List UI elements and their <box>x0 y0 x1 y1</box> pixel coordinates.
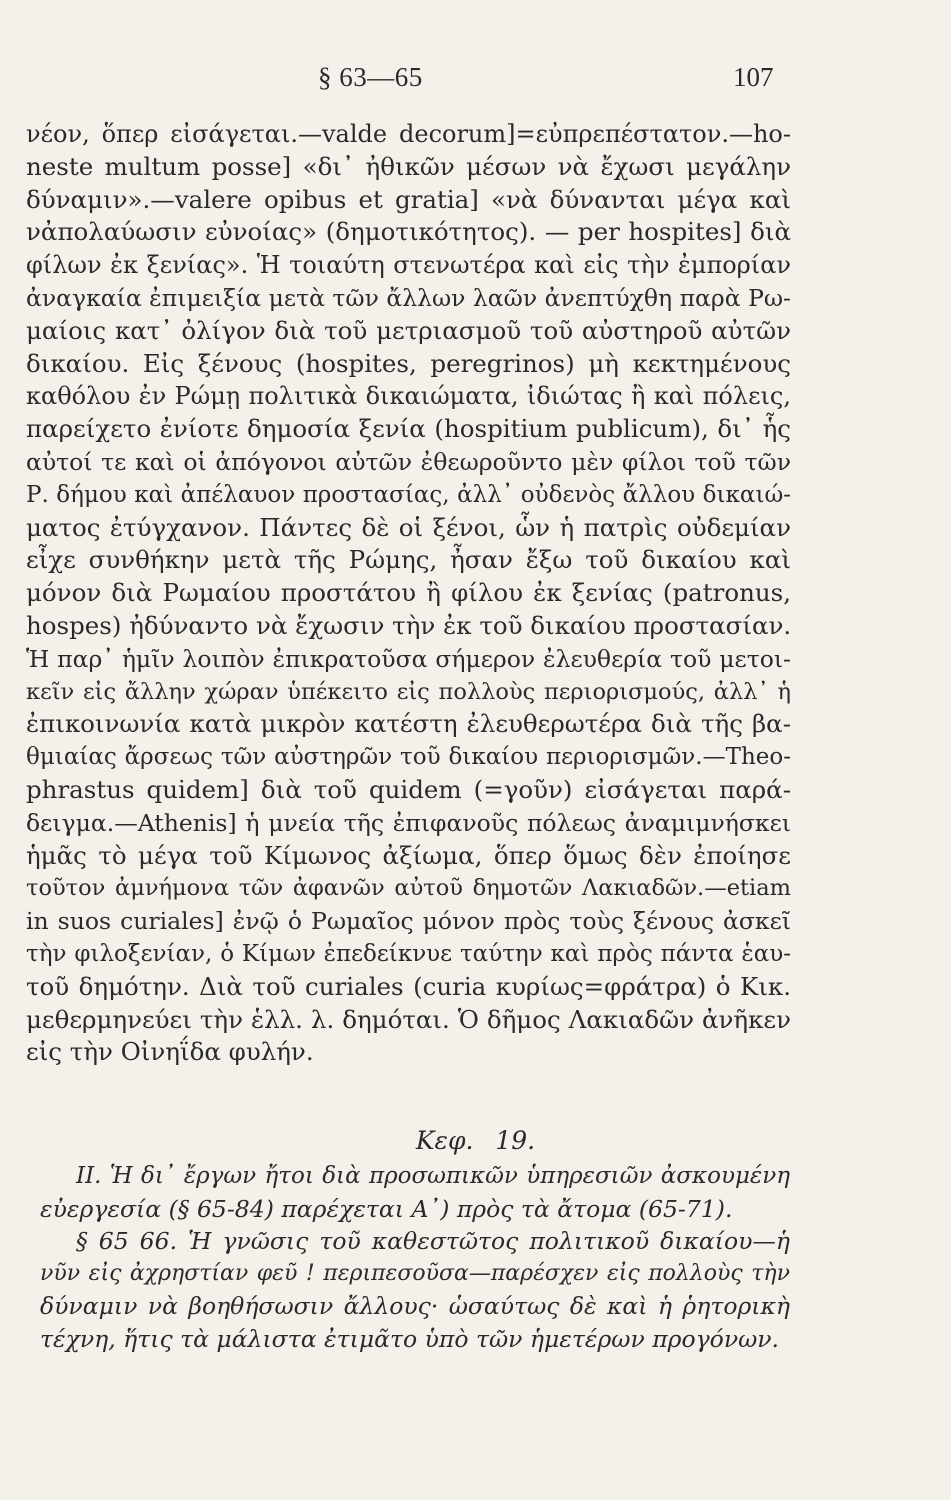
italic-line: δύναμιν νὰ βοηθήσωσιν ἄλλους· ὡσαύτως δὲ καὶ ἡ ῥητορικὴ <box>40 1292 790 1320</box>
text-line: εἶχε συνθήκην μετὰ τῆς Ρώμης, ἦσαν ἔξω τοῦ δικαίου καὶ <box>26 545 791 575</box>
page-header <box>0 62 951 98</box>
text-line: δικαίου. Εἰς ξένους (hospites, peregrinos) μὴ κεκτημένους <box>26 348 791 378</box>
text-line: Ἡ παρ᾽ ἡμῖν λοιπὸν ἐπικρατοῦσα σήμερον ἐλευθερία τοῦ μετοι- <box>26 644 791 673</box>
text-line: phrastus quidem] διὰ τοῦ quidem (=γοῦν) εἰσάγεται παρά- <box>26 774 791 804</box>
italic-line: εὐεργεσία (§ 65-84) παρέχεται Α᾽) πρὸς τὰ ἄτομα (65-71). <box>40 1194 733 1223</box>
text-line: τὴν φιλοξενίαν, ὁ Κίμων ἐπεδείκνυε ταύτην καὶ πρὸς πάντα ἑαυ- <box>26 940 791 967</box>
text-line: νἀπολαύωσιν εὐνοίας» (δημοτικότητος). — per hospites] διὰ <box>26 217 791 247</box>
chapter-heading <box>0 1126 951 1155</box>
text-line: δύναμιν».—valere opibus et gratia] «νὰ δύνανται μέγα καὶ <box>26 184 791 214</box>
text-line: ἡμᾶς τὸ μέγα τοῦ Κίμωνος ἀξίωμα, ὅπερ ὅμως δὲν ἐποίησε <box>26 840 791 870</box>
text-line: νέον, ὅπερ εἰσάγεται.—valde decorum]=εὐπρεπέστατον.—ho- <box>26 120 791 148</box>
main-text-excerpt <box>40 1160 790 1355</box>
text-line: αὐτοί τε καὶ οἱ ἀπόγονοι αὐτῶν ἐθεωροῦντο μὲν φίλοι τοῦ τῶν <box>26 447 791 476</box>
text-line: μεθερμηνεύει τὴν ἑλλ. λ. δημόται. Ὁ δῆμος Λακιαδῶν ἀνῆκεν <box>26 1004 791 1034</box>
text-line: κεῖν εἰς ἄλλην χώραν ὑπέκειτο εἰς πολλοὺς περιορισμούς, ἀλλ᾽ ἡ <box>26 678 791 705</box>
italic-line: II. Ἡ δι᾽ ἔργων ἤτοι διὰ προσωπικῶν ὑπηρεσιῶν ἀσκουμένη <box>76 1163 790 1189</box>
text-line: δειγμα.—Athenis] ἡ μνεία τῆς ἐπιφανοῦς πόλεως ἀναμιμνήσκει <box>26 808 791 837</box>
chapter-number: 19. <box>495 1126 536 1155</box>
text-line: φίλων ἐκ ξενίας». Ἡ τοιαύτη στενωτέρα καὶ εἰς τὴν ἐμπορίαν <box>26 251 791 280</box>
text-line: ματος ἐτύγχανον. Πάντες δὲ οἱ ξένοι, ὧν ἡ πατρὶς οὐδεμίαν <box>26 512 791 542</box>
italic-line: νῦν εἰς ἀχρηστίαν φεῦ ! περιπεσοῦσα—παρέσχεν εἰς πολλοὺς τὴν <box>40 1260 790 1286</box>
text-line: παρείχετο ἐνίοτε δημοσία ξενία (hospitium publicum), δι᾽ ἧς <box>26 414 791 444</box>
text-line: τοῦτον ἀμνήμονα τῶν ἀφανῶν αὐτοῦ δημοτῶν Λακιαδῶν.—etiam <box>26 875 791 902</box>
text-line: θμιαίας ἄρσεως τῶν αὐστηρῶν τοῦ δικαίου περιορισμῶν.—Theo- <box>26 744 791 771</box>
text-line: μόνον διὰ Ρωμαίου προστάτου ἢ φίλου ἐκ ξενίας (patronus, <box>26 578 791 608</box>
text-line: ἐπικοινωνία κατὰ μικρὸν κατέστη ἐλευθερωτέρα διὰ τῆς βα- <box>26 709 791 739</box>
text-line: ἀναγκαία ἐπιμειξία μετὰ τῶν ἄλλων λαῶν ἀνεπτύχθη παρὰ Ρω- <box>26 283 791 312</box>
commentary-text <box>26 118 791 1069</box>
italic-line: § 65 66. Ἡ γνῶσις τοῦ καθεστῶτος πολιτικοῦ δικαίου—ἡ <box>76 1227 790 1255</box>
text-line: Ρ. δήμου καὶ ἀπέλαυον προστασίας, ἀλλ᾽ οὐδενὸς ἄλλου δικαιώ- <box>26 481 791 508</box>
section-reference: § 63—65 <box>318 62 423 92</box>
italic-line: τέχνη, ἥτις τὰ μάλιστα ἐτιμᾶτο ὑπὸ τῶν ἡμετέρων προγόνων. <box>40 1324 780 1353</box>
text-line: τοῦ δημότην. Διὰ τοῦ curiales (curia κυρίως=φράτρα) ὁ Κικ. <box>26 971 791 1001</box>
text-line: καθόλου ἐν Ρώμῃ πολιτικὰ δικαιώματα, ἰδιώτας ἢ καὶ πόλεις, <box>26 382 791 411</box>
text-line: in suos curiales] ἐνῷ ὁ Ρωμαῖος μόνον πρὸς τοὺς ξένους ἀσκεῖ <box>26 907 791 936</box>
text-line: neste multum posse] «δι᾽ ἠθικῶν μέσων νὰ ἔχωσι μεγάλην <box>26 151 791 181</box>
page-number: 107 <box>733 62 774 92</box>
chapter-label: Κεφ. <box>415 1126 474 1155</box>
text-line: hospes) ἠδύναντο νὰ ἔχωσιν τὴν ἐκ τοῦ δικαίου προστασίαν. <box>26 610 792 640</box>
text-line: μαίοις κατ᾽ ὀλίγον διὰ τοῦ μετριασμοῦ τοῦ αὐστηροῦ αὐτῶν <box>26 315 791 345</box>
text-line: εἰς τὴν Οἰνηΐδα φυλήν. <box>26 1037 314 1067</box>
